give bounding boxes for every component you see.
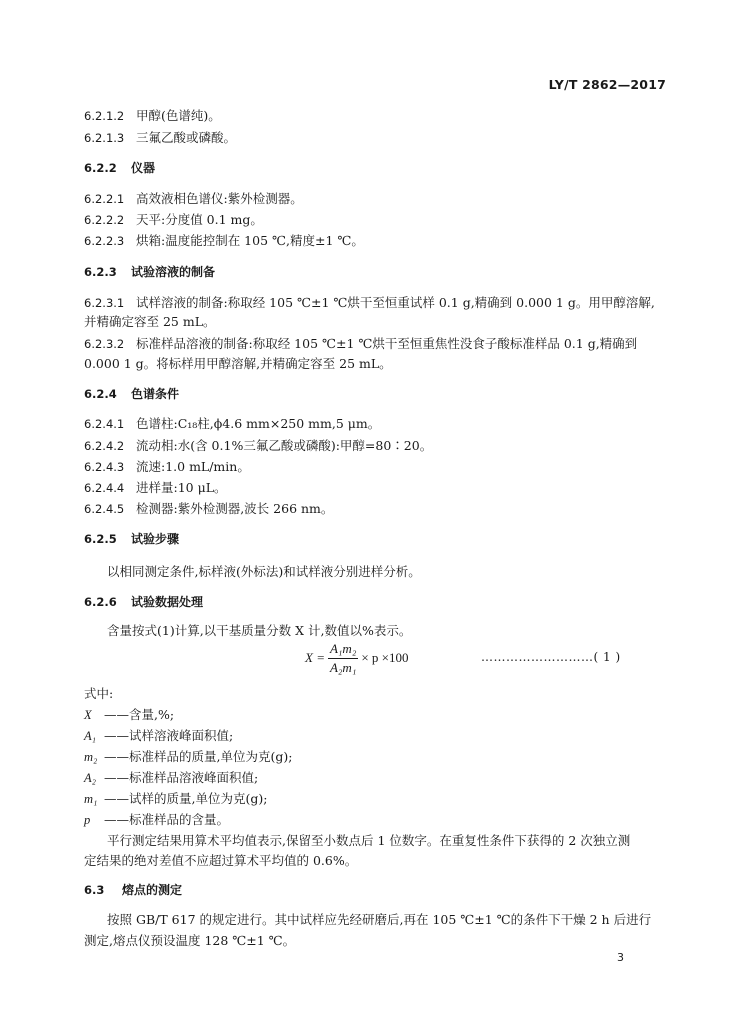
variable-description: ——标准样品的含量。 bbox=[104, 812, 230, 827]
section-number: 6.2.4 bbox=[84, 387, 117, 401]
clause-number: 6.2.4.5 bbox=[84, 502, 125, 516]
formula-lhs: X = bbox=[305, 650, 325, 665]
variable-symbol: m₂ bbox=[84, 750, 98, 764]
clause-number: 6.2.4.4 bbox=[84, 481, 125, 495]
variable-description: ——试样溶液峰面积值; bbox=[104, 728, 234, 743]
clause-text: 高效液相色谱仪:紫外检测器。 bbox=[136, 191, 303, 206]
section-title: 熔点的测定 bbox=[122, 883, 183, 897]
section-title: 试验溶液的制备 bbox=[131, 265, 216, 279]
section-title: 试验步骤 bbox=[131, 532, 180, 546]
clause-6-2-3-1 bbox=[84, 294, 655, 312]
section-number: 6.2.2 bbox=[84, 161, 117, 175]
formula-denominator: A₂m₁ bbox=[329, 659, 357, 675]
section-heading-6-2-4 bbox=[84, 385, 179, 403]
clause-number: 6.2.2.2 bbox=[84, 213, 125, 227]
clause-text: 色谱柱:C₁₈柱,ϕ4.6 mm×250 mm,5 μm。 bbox=[136, 416, 381, 431]
section-number: 6.2.6 bbox=[84, 595, 117, 609]
section-heading-6-2-5 bbox=[84, 530, 179, 548]
clause-6-2-3-2 bbox=[84, 335, 637, 353]
section-number: 6.3 bbox=[84, 883, 105, 897]
formula-rhs: × p ×100 bbox=[361, 650, 409, 665]
section-heading-6-3 bbox=[84, 881, 182, 899]
variable-definition bbox=[84, 790, 267, 808]
clause-6-2-4-3 bbox=[84, 458, 250, 476]
clause-number: 6.2.4.2 bbox=[84, 439, 125, 453]
clause-6-2-3-2-continuation: 0.000 1 g。将标样用甲醇溶解,并精确定容至 25 mL。 bbox=[84, 356, 392, 371]
variable-definition bbox=[84, 769, 258, 787]
clause-6-2-2-2 bbox=[84, 211, 263, 229]
variable-symbol: A₂ bbox=[84, 771, 96, 785]
variable-description: ——试样的质量,单位为克(g); bbox=[104, 791, 268, 806]
formula-numerator: A₁m₂ bbox=[328, 641, 358, 659]
clause-number: 6.2.3.2 bbox=[84, 337, 125, 351]
clause-6-2-2-3 bbox=[84, 232, 364, 250]
formula-1 bbox=[305, 638, 409, 678]
section-title: 色谱条件 bbox=[131, 387, 180, 401]
clause-6-2-4-4 bbox=[84, 479, 227, 497]
clause-6-2-1-2 bbox=[84, 107, 221, 125]
variable-definition bbox=[84, 811, 229, 829]
clause-number: 6.2.2.3 bbox=[84, 234, 125, 248]
calculation-paragraph: 含量按式(1)计算,以干基质量分数 X 计,数值以%表示。 bbox=[107, 623, 412, 638]
clause-6-2-2-1 bbox=[84, 190, 303, 208]
clause-number: 6.2.1.3 bbox=[84, 131, 125, 145]
clause-text: 试样溶液的制备:称取经 105 ℃±1 ℃烘干至恒重试样 0.1 g,精确到 0.000 1 g。用甲醇溶解, bbox=[136, 295, 655, 310]
clause-6-2-3-1-continuation: 并精确定容至 25 mL。 bbox=[84, 314, 216, 329]
melting-point-paragraph-line-2: 测定,熔点仪预设温度 128 ℃±1 ℃。 bbox=[84, 933, 296, 948]
clause-number: 6.2.3.1 bbox=[84, 296, 125, 310]
procedure-paragraph: 以相同测定条件,标样液(外标法)和试样液分别进样分析。 bbox=[107, 564, 421, 579]
clause-number: 6.2.4.1 bbox=[84, 417, 125, 431]
variable-symbol: X bbox=[84, 708, 92, 722]
parallel-paragraph-line-2: 定结果的绝对差值不应超过算术平均值的 0.6%。 bbox=[84, 853, 358, 868]
section-number: 6.2.5 bbox=[84, 532, 117, 546]
section-heading-6-2-6 bbox=[84, 593, 203, 611]
clause-text: 天平:分度值 0.1 mg。 bbox=[136, 212, 263, 227]
clause-number: 6.2.2.1 bbox=[84, 192, 125, 206]
clause-6-2-4-1 bbox=[84, 415, 380, 433]
where-intro: 式中: bbox=[84, 686, 114, 701]
clause-text: 检测器:紫外检测器,波长 266 nm。 bbox=[136, 501, 334, 516]
clause-text: 标准样品溶液的制备:称取经 105 ℃±1 ℃烘干至恒重焦性没食子酸标准样品 0.1 g,精确到 bbox=[136, 336, 638, 351]
section-heading-6-2-3 bbox=[84, 263, 215, 281]
section-number: 6.2.3 bbox=[84, 265, 117, 279]
clause-number: 6.2.1.2 bbox=[84, 109, 125, 123]
clause-text: 进样量:10 μL。 bbox=[136, 480, 227, 495]
parallel-paragraph-line-1: 平行测定结果用算术平均值表示,保留至小数点后 1 位数字。在重复性条件下获得的 2 次独立测 bbox=[107, 833, 631, 848]
standard-code-header: LY/T 2862—2017 bbox=[548, 77, 666, 92]
clause-text: 三氟乙酸或磷酸。 bbox=[136, 130, 237, 145]
variable-description: ——标准样品溶液峰面积值; bbox=[104, 770, 259, 785]
clause-text: 流速:1.0 mL/min。 bbox=[136, 459, 250, 474]
clause-6-2-4-2 bbox=[84, 437, 432, 455]
section-heading-6-2-2 bbox=[84, 159, 155, 177]
clause-text: 流动相:水(含 0.1%三氟乙酸或磷酸):甲醇=80∶20。 bbox=[136, 438, 433, 453]
clause-text: 烘箱:温度能控制在 105 ℃,精度±1 ℃。 bbox=[136, 233, 364, 248]
melting-point-paragraph-line-1: 按照 GB/T 617 的规定进行。其中试样应先经研磨后,再在 105 ℃±1 ℃的条件下干燥 2 h 后进行 bbox=[107, 912, 652, 927]
section-title: 仪器 bbox=[131, 161, 156, 175]
variable-description: ——标准样品的质量,单位为克(g); bbox=[104, 749, 293, 764]
variable-description: ——含量,%; bbox=[104, 707, 175, 722]
clause-text: 甲醇(色谱纯)。 bbox=[136, 108, 221, 123]
variable-definition bbox=[84, 727, 233, 745]
page-number: 3 bbox=[617, 951, 624, 964]
clause-number: 6.2.4.3 bbox=[84, 460, 125, 474]
variable-symbol: A₁ bbox=[84, 729, 96, 743]
formula-fraction bbox=[328, 641, 358, 676]
clause-6-2-1-3 bbox=[84, 129, 236, 147]
variable-symbol: m₁ bbox=[84, 792, 98, 806]
variable-definition bbox=[84, 748, 292, 766]
clause-6-2-4-5 bbox=[84, 500, 333, 518]
variable-definition bbox=[84, 706, 174, 724]
equation-number: ………………………( 1 ) bbox=[481, 650, 621, 664]
section-title: 试验数据处理 bbox=[131, 595, 204, 609]
variable-symbol: p bbox=[84, 813, 91, 827]
